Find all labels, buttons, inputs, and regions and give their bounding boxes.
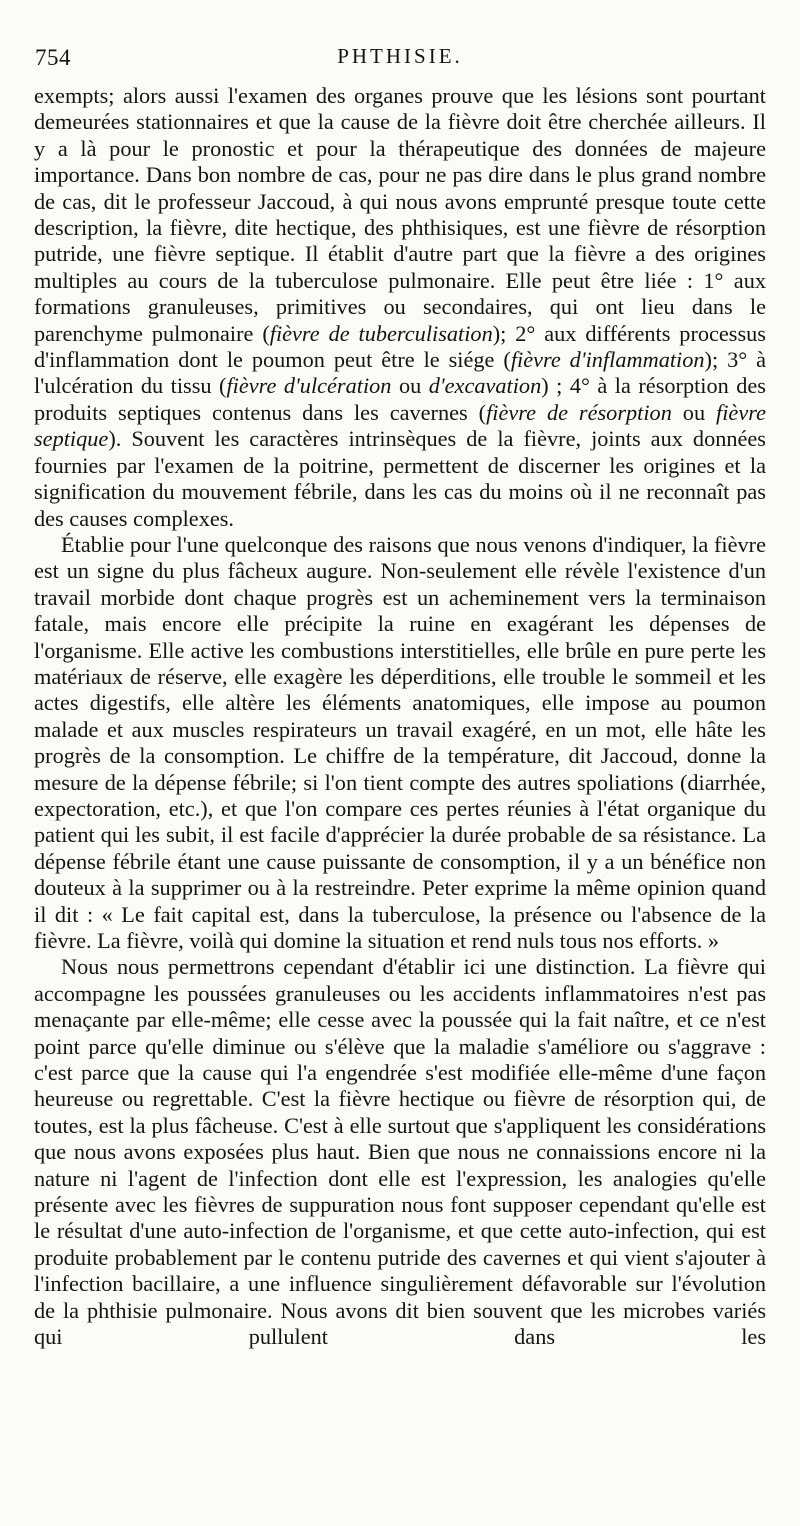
page-header — [34, 0, 766, 70]
italic-phrase: fièvre d'ulcération — [226, 373, 392, 399]
italic-phrase: fièvre de tuberculisation — [269, 320, 493, 346]
text-run: Établie pour l'une quelconque des raisons que nous venons d'indiquer, la fièvre est un signe du plus fâcheux augure. Non-seulement elle révèle l'existence d'un travail morbide dont chaque progrès est un acheminement vers la terminaison fatale, mais encore elle précipite la ruine en exagérant les dépenses de l'organisme. Elle active les combustions interstitielles, elle brûle en pure perte les matériaux de réserve, elle exagère les déperditions, elle trouble le sommeil et les actes digestifs, elle altère les éléments anatomiques, elle impose au poumon malade et aux muscles respirateurs un travail exagéré, en un mot, elle hâte les progrès de la consomption. Le chiffre de la température, dit Jaccoud, donne la mesure de la dépense fébrile; si l'on tient compte des autres spoliations (diarrhée, expectoration, etc.), et que l'on compare ces pertes réunies à l'état organique du patient qui les subit, il est facile d'apprécier la durée probable de sa résistance. La dépense fébrile étant une cause puissante de consomption, il y a un bénéfice non douteux à la supprimer ou à la restreindre. Peter exprime la même opinion quand il dit : « Le fait capital est, dans la tuberculose, la présence ou l'absence de la fièvre. La fièvre, voilà qui domine la situation et rend nuls tous nos efforts. » — [34, 531, 766, 953]
paragraph-2 — [34, 532, 766, 955]
text-run: ou — [391, 373, 429, 399]
italic-phrase: fièvre de résorption — [486, 399, 672, 425]
italic-phrase: d'excavation — [428, 373, 542, 399]
text-run: exempts; alors aussi l'examen des organes prouve que les lésions sont pourtant demeurées stationnaires et que la cause de la fièvre doit être cherchée ailleurs. Il y a là pour le pronostic et pour la thérapeutique des données de majeure importance. Dans bon nombre de cas, pour ne pas dire dans le plus grand nombre de cas, dit le professeur Jaccoud, à qui nous avons emprunté presque toute cette description, la fièvre, dite hectique, des phthisiques, est une fièvre de résorption putride, une fièvre septique. Il établit d'autre part que la fièvre a des origines multiples au cours de la tuberculose pulmonaire. Elle peut être liée : 1° aux formations granuleuses, primitives ou secondaires, qui ont lieu dans le parenchyme pulmonaire ( — [34, 83, 766, 346]
text-run: ou — [671, 399, 717, 425]
paragraph-3 — [34, 954, 766, 1350]
paragraph-1 — [34, 83, 766, 532]
page-number: 754 — [35, 45, 71, 70]
text-run: ); 2° aux différents processus d'inflammation dont le poumon peut être le siége ( — [34, 320, 766, 373]
text-run: ); 3° à l'ulcération du tissu ( — [34, 347, 767, 399]
text-run: ) ; 4° à la résorption des produits septiques contenus dans les cavernes ( — [34, 373, 766, 425]
text-run: ). Souvent les caractères intrinsèques de la fièvre, joints aux données fournies par l'examen de la poitrine, permettent de discerner les origines et la signification du mouvement fébrile, dans les cas du moins où il ne reconnaît pas des causes complexes. — [34, 426, 766, 531]
running-title: PHTHISIE. — [337, 44, 463, 68]
body-text — [34, 83, 766, 1351]
italic-phrase: fièvre d'inflammation — [510, 347, 705, 373]
text-run: Nous nous permettrons cependant d'établir ici une distinction. La fièvre qui accompagne les poussées granuleuses ou les accidents inflammatoires n'est pas menaçante par elle-même; elle cesse avec la poussée qui la fait naître, et ce n'est point parce qu'elle diminue ou s'élève que la maladie s'améliore ou s'aggrave : c'est parce que la cause qui l'a engendrée s'est modifiée elle-même d'une façon heureuse ou regrettable. C'est la fièvre hectique ou fièvre de résorption qui, de toutes, est la plus fâcheuse. C'est à elle surtout que s'appliquent les considérations que nous avons exposées plus haut. Bien que nous ne connaissions encore ni la nature ni l'agent de l'infection dont elle est l'expression, les analogies qu'elle présente avec les fièvres de suppuration nous font supposer cependant qu'elle est le résultat d'une auto-infection de l'organisme, et que cette auto-infection, qui est produite probablement par le contenu putride des cavernes et qui vient s'ajouter à l'infection bacillaire, a une influence singulièrement défavorable sur l'évolution de la phthisie pulmonaire. Nous avons dit bien souvent que les microbes variés qui pullulent dans les — [34, 954, 766, 1350]
italic-phrase: fièvre septique — [34, 399, 766, 452]
